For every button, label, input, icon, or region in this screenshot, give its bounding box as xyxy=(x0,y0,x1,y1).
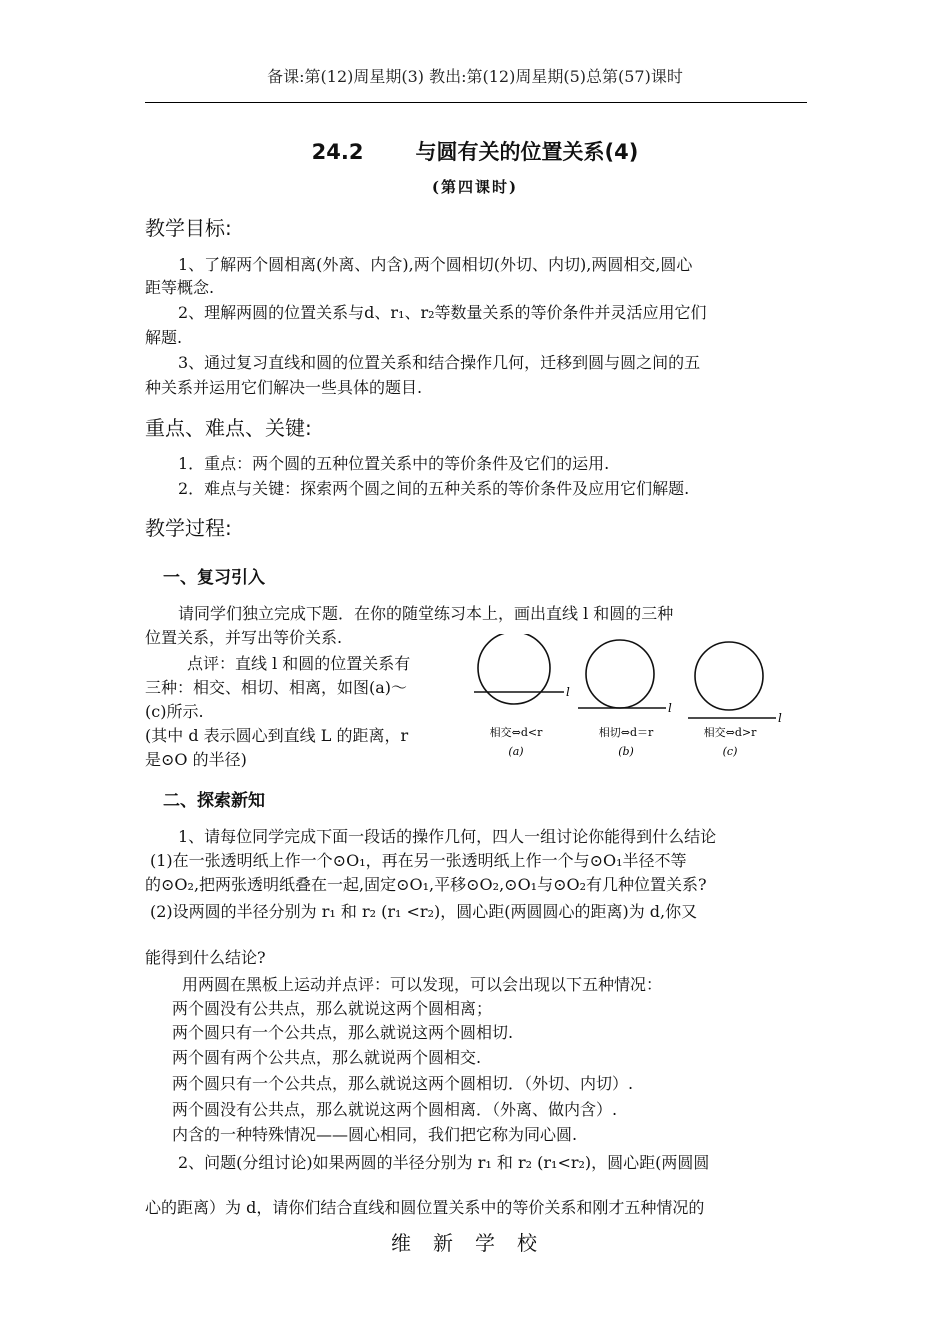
line-label-c: l xyxy=(778,711,782,725)
part1-line: 三种：相交、相切、相离，如图(a)～ xyxy=(145,678,408,697)
part2-line: 两个圆没有公共点，那么就说这两个圆相离．（外离、做内含）. xyxy=(172,1100,618,1119)
part1-line: (c)所示. xyxy=(145,702,204,721)
objective-line: 距等概念. xyxy=(145,278,215,297)
objective-line: 2、理解两圆的位置关系与d、r₁、r₂等数量关系的等价条件并灵活应用它们 xyxy=(178,303,707,322)
keypoint-line: 2．难点与关键：探索两个圆之间的五种关系的等价条件及应用它们解题. xyxy=(178,479,690,498)
objective-line: 解题. xyxy=(145,328,183,347)
keypoints-heading: 重点、难点、关键: xyxy=(145,416,312,440)
line-label-b: l xyxy=(668,701,672,715)
objective-line: 3、通过复习直线和圆的位置关系和结合操作几何，迁移到圆与圆之间的五 xyxy=(178,353,701,372)
part2-line: 两个圆只有一个公共点，那么就说这两个圆相切. xyxy=(172,1023,514,1042)
line-label-a: l xyxy=(566,685,570,699)
title-text: 与圆有关的位置关系(4) xyxy=(415,140,639,164)
part2-line: 两个圆有两个公共点，那么就说两个圆相交. xyxy=(172,1048,482,1067)
part2-line: 内含的一种特殊情况——圆心相同，我们把它称为同心圆. xyxy=(172,1125,578,1144)
tag-b: (b) xyxy=(618,745,634,758)
title-number: 24.2 xyxy=(311,140,364,164)
objectives-heading: 教学目标: xyxy=(145,216,232,240)
page-title xyxy=(0,136,950,166)
keypoint-line: 1．重点：两个圆的五种位置关系中的等价条件及它们的运用. xyxy=(178,454,610,473)
part2-line: 1、请每位同学完成下面一段话的操作几何，四人一组讨论你能得到什么结论 xyxy=(178,827,717,846)
part1-line: 位置关系，并写出等价关系. xyxy=(145,628,343,647)
objective-line: 1、了解两个圆相离(外离、内含),两个圆相切(外切、内切),两圆相交,圆心 xyxy=(178,255,693,274)
tag-a: (a) xyxy=(508,745,524,758)
part1-line: 点评：直线 l 和圆的位置关系有 xyxy=(187,654,411,673)
lesson-header: 备课:第(12)周星期(3) 教出:第(12)周星期(5)总第(57)课时 xyxy=(267,67,683,86)
objective-line: 种关系并运用它们解决一些具体的题目. xyxy=(145,378,423,397)
caption-b: 相切⇔d＝r xyxy=(598,726,654,739)
figure-c xyxy=(688,642,782,758)
circle-b xyxy=(586,640,654,708)
part2-line: (2)设两圆的半径分别为 r₁ 和 r₂ (r₁ <r₂)，圆心距(两圆圆心的距离)为 d,你又 xyxy=(150,902,698,921)
part1-line: 是⊙O 的半径) xyxy=(145,750,247,769)
part2-line: 2、问题(分组讨论)如果两圆的半径分别为 r₁ 和 r₂ (r₁<r₂)，圆心距(两圆圆 xyxy=(178,1153,710,1172)
caption-a: 相交⇔d<r xyxy=(489,726,543,739)
part2-line: 心的距离）为 d，请你们结合直线和圆位置关系中的等价关系和刚才五种情况的 xyxy=(145,1198,705,1217)
header-divider xyxy=(145,102,807,103)
part2-line: 两个圆没有公共点，那么就说这两个圆相离； xyxy=(172,999,493,1018)
caption-c: 相交⇔d>r xyxy=(703,726,757,739)
process-heading: 教学过程: xyxy=(145,516,232,540)
part2-heading: 二、探索新知 xyxy=(163,791,265,811)
part2-line: 用两圆在黑板上运动并点评：可以发现，可以会出现以下五种情况： xyxy=(182,975,663,994)
part2-line: 的⊙O₂,把两张透明纸叠在一起,固定⊙O₁,平移⊙O₂,⊙O₁与⊙O₂有几种位置关系? xyxy=(145,875,707,894)
part1-line: (其中 d 表示圆心到直线 L 的距离，r xyxy=(145,726,409,745)
part1-heading: 一、复习引入 xyxy=(163,568,265,588)
school-footer: 维新学校 xyxy=(391,1231,559,1255)
part1-line: 请同学们独立完成下题．在你的随堂练习本上，画出直线 l 和圆的三种 xyxy=(178,604,674,623)
line-circle-figure xyxy=(460,634,800,764)
figure-a xyxy=(474,634,570,758)
part2-line: (1)在一张透明纸上作一个⊙O₁，再在另一张透明纸上作一个与⊙O₁半径不等 xyxy=(150,851,687,870)
part2-line: 能得到什么结论? xyxy=(145,948,266,967)
circle-c xyxy=(695,642,763,710)
tag-c: (c) xyxy=(722,745,738,758)
figure-b xyxy=(578,640,672,758)
circle-a xyxy=(478,634,550,704)
part2-line: 两个圆只有一个公共点，那么就说这两个圆相切．（外切、内切）. xyxy=(172,1074,634,1093)
page-subtitle: (第四课时) xyxy=(431,178,519,196)
